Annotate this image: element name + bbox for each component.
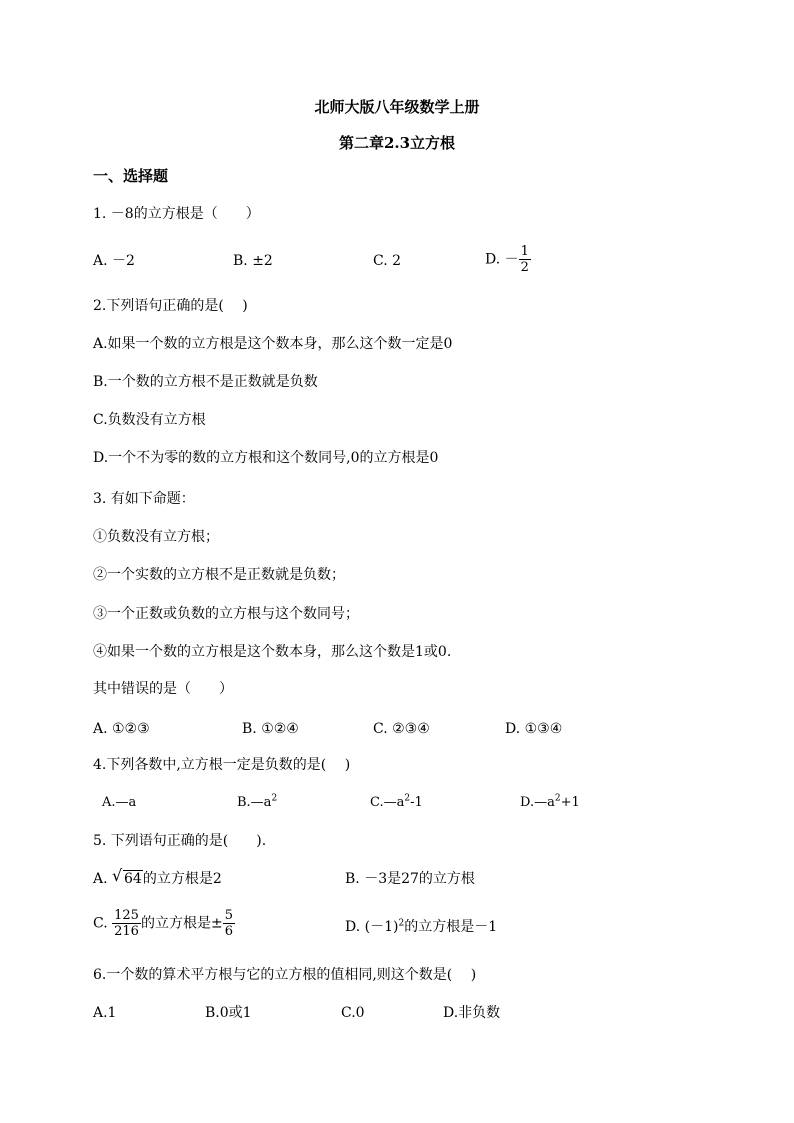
fraction-numerator: 5	[224, 908, 233, 923]
q5-option-d-text: D. (－1)	[345, 919, 399, 935]
square-root	[112, 866, 143, 888]
superscript: 2	[398, 918, 405, 929]
fraction	[519, 244, 531, 275]
q3-option-c: C. ②③④	[373, 721, 430, 737]
q5-option-c-middle: 的立方根是±	[140, 915, 223, 932]
q1-option-c: C. 2	[373, 253, 402, 269]
q2-option-c: C.负数没有立方根	[93, 412, 206, 428]
question-4-stem: 4.下列各数中,立方根一定是负数的是( )	[93, 757, 351, 773]
q1-option-b: B. ±2	[233, 253, 273, 269]
q2-option-b: B.一个数的立方根不是正数就是负数	[93, 374, 318, 390]
q3-option-a: A. ①②③	[93, 721, 150, 737]
radicand: 64	[124, 871, 142, 887]
fraction-numerator: 125	[114, 908, 139, 923]
q4-option-c-tail: -1	[410, 795, 423, 810]
q5-option-d	[345, 918, 497, 936]
q3-proposition-1: ①负数没有立方根；	[93, 529, 219, 545]
fraction-denominator: 216	[114, 924, 139, 939]
q5-option-a-suffix: 的立方根是2	[142, 871, 222, 887]
q1-option-d-prefix: D. －	[485, 251, 519, 268]
q5-option-a-prefix: A.	[93, 871, 108, 887]
q5-option-c	[93, 908, 235, 939]
document-title: 北师大版八年级数学上册	[314, 98, 480, 116]
q4-option-a: A.—a	[102, 795, 137, 810]
q4-option-b	[237, 794, 277, 812]
radical-sign-icon: √	[112, 866, 123, 885]
section-heading: 一、选择题	[93, 167, 169, 185]
question-1-stem: 1. －8的立方根是（ ）	[93, 206, 260, 222]
fraction	[223, 908, 235, 939]
q5-option-c-prefix: C.	[93, 915, 108, 932]
fraction-denominator: 2	[520, 260, 529, 275]
q3-question: 其中错误的是（ ）	[93, 681, 233, 697]
q4-option-c-text: C.—a	[370, 795, 405, 810]
q4-option-c	[370, 794, 423, 812]
q1-option-d	[485, 244, 531, 275]
superscript: 2	[554, 793, 561, 804]
superscript: 2	[404, 793, 411, 804]
q6-option-a: A.1	[93, 1005, 117, 1021]
q4-option-d	[520, 794, 580, 812]
q6-option-d: D.非负数	[443, 1005, 501, 1021]
q2-option-a: A.如果一个数的立方根是这个数本身，那么这个数一定是0	[93, 336, 453, 352]
q5-option-a	[93, 866, 222, 888]
q5-option-b: B. －3是27的立方根	[345, 871, 475, 887]
q3-proposition-2: ②一个实数的立方根不是正数就是负数；	[93, 567, 345, 583]
q1-option-a: A. －2	[93, 253, 135, 269]
fraction-numerator: 1	[520, 244, 529, 259]
q5-option-d-tail: 的立方根是－1	[404, 919, 498, 935]
q6-option-b: B.0或1	[205, 1005, 252, 1021]
q6-option-c: C.0	[341, 1005, 365, 1021]
q3-option-d: D. ①③④	[505, 721, 563, 737]
fraction	[112, 908, 141, 939]
q2-option-d: D.一个不为零的数的立方根和这个数同号,0的立方根是0	[93, 450, 439, 466]
chapter-subtitle: 第二章2.3立方根	[338, 134, 456, 152]
question-5-stem: 5. 下列语句正确的是( ).	[93, 833, 267, 849]
superscript: 2	[271, 793, 278, 804]
q3-proposition-3: ③一个正数或负数的立方根与这个数同号；	[93, 606, 359, 622]
q4-option-d-text: D.—a	[520, 795, 555, 810]
question-6-stem: 6.一个数的算术平方根与它的立方根的值相同,则这个数是( )	[93, 967, 477, 983]
q4-option-b-text: B.—a	[237, 795, 272, 810]
q3-proposition-4: ④如果一个数的立方根是这个数本身，那么这个数是1或0.	[93, 644, 452, 660]
question-3-stem: 3. 有如下命题：	[93, 491, 195, 507]
fraction-denominator: 6	[224, 924, 233, 939]
q4-option-d-tail: +1	[560, 795, 580, 810]
q3-option-b: B. ①②④	[242, 721, 299, 737]
question-2-stem: 2.下列语句正确的是( )	[93, 298, 248, 314]
